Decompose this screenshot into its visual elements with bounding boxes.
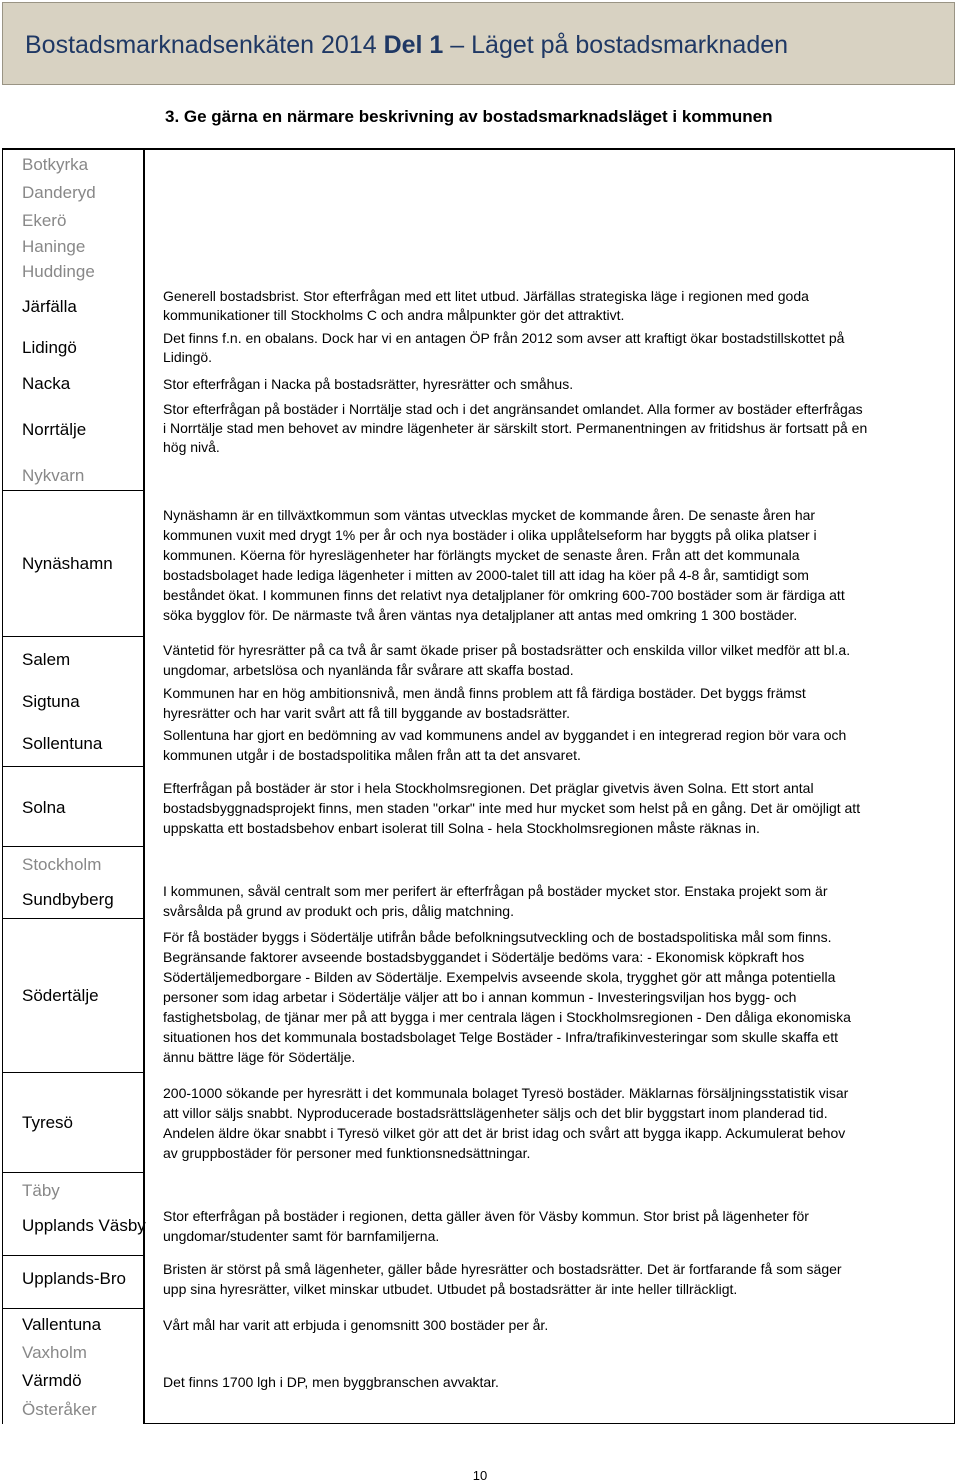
answer-nynashamn <box>163 505 955 625</box>
answer-line: kommunen vuxit med drygt 1% per år och nya bostäder i olika upplåtelseform har byggts på olika platser i <box>163 527 817 543</box>
answer-jarfalla <box>163 287 955 325</box>
answer-salem <box>163 640 955 680</box>
row-divider <box>2 846 145 847</box>
kommun-name: Lidingö <box>22 338 77 357</box>
page-title <box>25 31 788 60</box>
answer-line: Nynäshamn är en tillväxtkommun som väntas utvecklas mycket de kommande åren. De senaste åren har <box>163 507 816 523</box>
answer-line: uppskatta ett bostadsbehov enbart isolerat till Solna - hela Stockholmsregionen måste räknas in. <box>163 820 760 836</box>
row-divider <box>2 1072 145 1073</box>
answer-line: söka bygglov för. De närmaste två åren väntas nya detaljplaner att antas med omkring 1 300 bostäder. <box>163 607 798 623</box>
kommun-name: Nynäshamn <box>22 554 113 573</box>
answer-sundbyberg <box>163 881 955 921</box>
answer-upplands-vasby <box>163 1206 955 1246</box>
answer-norrtalje <box>163 400 955 457</box>
answer-line: Kommunen har en hög ambitionsnivå, men ändå finns problem att få färdiga bostäder. Det byggs främst <box>163 685 806 701</box>
answer-line: svårsålda på grund av produkt och pris, dålig matchning. <box>163 903 514 919</box>
kommun-name: Sigtuna <box>22 692 80 711</box>
kommun-name: Nykvarn <box>22 466 85 485</box>
answer-varmdo <box>163 1372 955 1392</box>
answer-line: kommunikationer till Stockholms C och andra målpunkter gör det attraktivt. <box>163 307 625 323</box>
row-divider <box>2 636 145 637</box>
kommun-name: Tyresö <box>22 1113 74 1132</box>
answer-line: Vårt mål har varit att erbjuda i genomsnitt 300 bostäder per år. <box>163 1317 549 1333</box>
answer-line: ungdomar, arbetslösa och nyanlända får svårare att skaffa bostad. <box>163 662 574 678</box>
kommun-name: Upplands-Bro <box>22 1269 126 1288</box>
row-divider <box>2 1172 145 1173</box>
question-text: 3. Ge gärna en närmare beskrivning av bostadsmarknadsläget i kommunen <box>165 107 773 126</box>
answer-solna <box>163 778 955 838</box>
answer-line: Sollentuna har gjort en bedömning av vad kommunens andel av byggandet i en integrerad region bör vara och <box>163 727 847 743</box>
kommun-name: Huddinge <box>22 262 95 281</box>
answer-line: kommunen utgår i de bostadspolitika målen från att ta det ansvaret. <box>163 747 581 763</box>
answer-line: Lidingö. <box>163 349 213 365</box>
answer-sigtuna <box>163 683 955 723</box>
answer-line: ännu bättre läge för Södertälje. <box>163 1049 356 1065</box>
kommun-name: Vaxholm <box>22 1343 87 1362</box>
answer-line: bostadsbyggnadsprojekt finns, men staden "orkar" inte med hur mycket som helst på en gång. Det är omöjligt att <box>163 800 861 816</box>
kommun-name: Haninge <box>22 237 86 256</box>
answer-sollentuna <box>163 725 955 765</box>
answer-line: Väntetid för hyresrätter på ca två år samt ökade priser på bostadsrätter och enskilda villor vilket medför att bl.a. <box>163 642 851 658</box>
kommun-name: Österåker <box>22 1400 97 1419</box>
kommun-name: Danderyd <box>22 183 96 202</box>
answer-lidingo <box>163 329 955 367</box>
answer-line: att villor säljs snabbt. Nyproducerade bostadsrättslägenheter säljs och det blir byggstart inom planderad tid. <box>163 1105 828 1121</box>
answer-line: 200-1000 sökande per hyresrätt i det kommunala bolaget Tyresö bostäder. Mäklarnas försäljningsstatistik visar <box>163 1085 849 1101</box>
answer-line: Stor efterfrågan på bostäder i regionen, detta gäller även för Väsby kommun. Stor brist på lägenheter för <box>163 1208 809 1224</box>
kommun-name: Sollentuna <box>22 734 103 753</box>
kommun-name: Salem <box>22 650 71 669</box>
answer-line: Andelen äldre ökar snabbt i Tyresö vilket gör att det är brist idag och svårt att bygga ikapp. Ackumulerat behov <box>163 1125 846 1141</box>
answer-line: Det finns f.n. en obalans. Dock har vi en antagen ÖP från 2012 som avser att kraftigt ökar bostadstillskottet på <box>163 330 845 346</box>
answer-line: i Norrtälje stad men behovet av mindre lägenheter är särskilt stort. Permanentningen av fritidshus är fortsatt på en <box>163 420 868 436</box>
kommun-name: Täby <box>22 1181 60 1200</box>
row-divider <box>2 1308 145 1309</box>
answer-tyreso <box>163 1083 955 1163</box>
answer-line: hög nivå. <box>163 439 220 455</box>
answer-line: Bristen är störst på små lägenheter, gäller både hyresrätter och bostadsrätter. Det är fortfarande få som säger <box>163 1261 842 1277</box>
answer-line: ungdomar/studenter samt för barnfamiljerna. <box>163 1228 440 1244</box>
kommun-name: Södertälje <box>22 986 99 1005</box>
answer-line: hyresrätter och har varit svårt att få till byggande av bostadsrätter. <box>163 705 570 721</box>
answer-line: Det finns 1700 lgh i DP, men byggbranschen avvaktar. <box>163 1374 499 1390</box>
answer-line: För få bostäder byggs i Södertälje utifrån både befolkningsutveckling och de bostadspolitiska mål som finns. <box>163 929 832 945</box>
kommun-name: Botkyrka <box>22 155 89 174</box>
page-header <box>2 2 955 85</box>
answer-line: fastighetsbolag, de tjänar mer på att bygga i mer centrala lägen i Stockholmsregionen - Den dåliga ekonomiska <box>163 1009 851 1025</box>
answer-line: Södertäljemedborgare - Bilden av Södertälje. Exempelvis avseende skola, trygghet gör att många potentiella <box>163 969 836 985</box>
answer-line: Generell bostadsbrist. Stor efterfrågan med ett litet utbud. Järfällas strategiska läge i regionen med goda <box>163 288 809 304</box>
answer-line: Efterfrågan på bostäder är stor i hela Stockholmsregionen. Det präglar givetvis även Solna. Ett stort antal <box>163 780 814 796</box>
answer-line: beståndet ökat. I kommunen finns det relativt nya detaljplaner för omkring 600-700 bostäder som är färdiga att <box>163 587 845 603</box>
kommun-name: Upplands Väsby <box>22 1216 146 1235</box>
kommun-name: Norrtälje <box>22 420 87 439</box>
kommun-name: Vallentuna <box>22 1315 102 1334</box>
row-divider <box>2 766 145 767</box>
answer-line: av gruppbostäder för personer med funktionsnedsättningar. <box>163 1145 531 1161</box>
answer-line: I kommunen, såväl centralt som mer perifert är efterfrågan på bostäder mycket stor. Enstaka projekt som är <box>163 883 828 899</box>
answer-line: kommunen. Köerna för hyreslägenheter har förlängts mycket de senaste åren. Från att det kommunala <box>163 547 800 563</box>
kommun-name: Järfälla <box>22 297 77 316</box>
answer-nacka <box>163 374 955 394</box>
kommun-name: Solna <box>22 798 66 817</box>
row-divider <box>2 490 145 491</box>
answer-sodertalje <box>163 927 955 1067</box>
answer-upplands-bro <box>163 1259 955 1299</box>
kommun-name: Nacka <box>22 374 71 393</box>
answer-line: personer som idag arbetar i Södertälje väljer att bo i annan kommun - Investeringsviljan hos bygg- och <box>163 989 797 1005</box>
question-header <box>2 87 955 150</box>
answer-line: Stor efterfrågan i Nacka på bostadsrätter, hyresrätter och småhus. <box>163 376 574 392</box>
kommun-name: Stockholm <box>22 855 102 874</box>
kommun-name: Ekerö <box>22 211 67 230</box>
answer-line: Stor efterfrågan på bostäder i Norrtälje stad och i det angränsandet omlandet. Alla former av bostäder efterfrågas <box>163 401 863 417</box>
answer-line: Begränsande faktorer avseende bostadsbyggandet i Södertälje bedöms vara: - Ekonomisk köpkraft hos <box>163 949 805 965</box>
row-divider <box>2 1255 145 1256</box>
answer-line: situationen hos det kommunala bostadsbolaget Telge Bostäder - Infra/trafikinvesteringar som skulle skaffa ett <box>163 1029 838 1045</box>
title-rest: – Läget på bostadsmarknaden <box>443 31 789 59</box>
title-part: Del 1 <box>383 31 444 59</box>
answer-vallentuna <box>163 1315 955 1335</box>
row-divider <box>2 918 145 919</box>
title-main: Bostadsmarknadsenkäten 2014 <box>25 31 384 59</box>
answer-line: bostadsbolaget hade lediga lägenheter i mitten av 2000-talet till att idag ha köer på 4-8 år, samtidigt som <box>163 567 809 583</box>
kommun-name: Sundbyberg <box>22 890 114 909</box>
page-number: 10 <box>472 1468 488 1483</box>
kommun-name: Värmdö <box>22 1371 82 1390</box>
answer-line: upp sina hyresrätter, vilket minskar utbudet. Utbudet på bostadsrätter är inte heller tillräckligt. <box>163 1281 738 1297</box>
